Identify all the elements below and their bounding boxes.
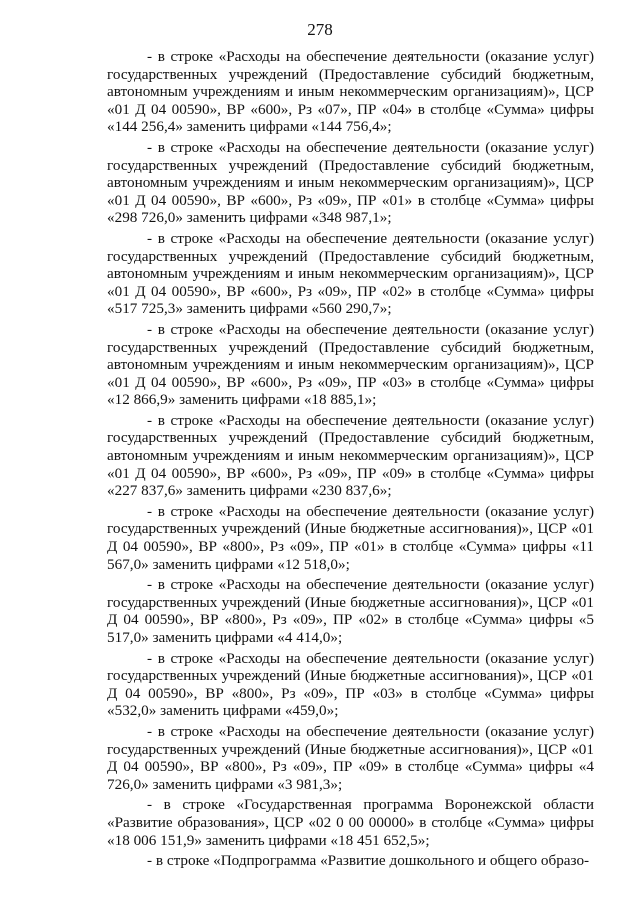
amendment-paragraph-11: - в строке «Подпрограмма «Развитие дошкольного и общего образо- [147, 852, 590, 870]
amendment-paragraph-4: - в строке «Расходы на обеспечение деятельности (оказание услуг) государственных учреждений (Предоставление субсидий бюджетным, автономным учреждениям и иным некоммерческим организациям)», ЦСР «01 Д 04 00590», ВР «600», Рз «09», ПР «03» в столбце «Сумма» цифры «12 866,9» заменить цифрами «18 885,1»; [107, 320, 594, 409]
amendment-paragraph-6: - в строке «Расходы на обеспечение деятельности (оказание услуг) государственных учреждений (Иные бюджетные ассигнования)», ЦСР «01 Д 04 00590», ВР «800», Рз «09», ПР «01» в столбце «Сумма» цифры «11 567,0» заменить цифрами «12 518,0»; [107, 502, 594, 573]
amendment-paragraph-9: - в строке «Расходы на обеспечение деятельности (оказание услуг) государственных учреждений (Иные бюджетные ассигнования)», ЦСР «01 Д 04 00590», ВР «800», Рз «09», ПР «09» в столбце «Сумма» цифры «4 726,0» заменить цифрами «3 981,3»; [107, 722, 594, 793]
amendment-paragraph-1: - в строке «Расходы на обеспечение деятельности (оказание услуг) государственных учреждений (Предоставление субсидий бюджетным, автономным учреждениям и иным некоммерческим организациям)», ЦСР «01 Д 04 00590», ВР «600», Рз «07», ПР «04» в столбце «Сумма» цифры «144 256,4» заменить цифрами «144 756,4»; [107, 48, 594, 136]
page-number: 278 [307, 20, 333, 39]
amendment-paragraph-8: - в строке «Расходы на обеспечение деятельности (оказание услуг) государственных учреждений (Иные бюджетные ассигнования)», ЦСР «01 Д 04 00590», ВР «800», Рз «09», ПР «03» в столбце «Сумма» цифры «532,0» заменить цифрами «459,0»; [107, 649, 594, 720]
amendment-paragraph-3: - в строке «Расходы на обеспечение деятельности (оказание услуг) государственных учреждений (Предоставление субсидий бюджетным, автономным учреждениям и иным некоммерческим организациям)», ЦСР «01 Д 04 00590», ВР «600», Рз «09», ПР «02» в столбце «Сумма» цифры «517 725,3» заменить цифрами «560 290,7»; [107, 229, 594, 318]
amendment-paragraph-10: - в строке «Государственная программа Воронежской области «Развитие образования», ЦСР «02 0 00 00000» в столбце «Сумма» цифры «18 006 151,9» заменить цифрами «18 451 652,5»; [107, 796, 594, 849]
document-body [107, 48, 594, 873]
amendment-paragraph-5: - в строке «Расходы на обеспечение деятельности (оказание услуг) государственных учреждений (Предоставление субсидий бюджетным, автономным учреждениям и иным некоммерческим организациям)», ЦСР «01 Д 04 00590», ВР «600», Рз «09», ПР «09» в столбце «Сумма» цифры «227 837,6» заменить цифрами «230 837,6»; [107, 411, 594, 500]
amendment-paragraph-2: - в строке «Расходы на обеспечение деятельности (оказание услуг) государственных учреждений (Предоставление субсидий бюджетным, автономным учреждениям и иным некоммерческим организациям)», ЦСР «01 Д 04 00590», ВР «600», Рз «09», ПР «01» в столбце «Сумма» цифры «298 726,0» заменить цифрами «348 987,1»; [107, 138, 594, 227]
amendment-paragraph-7: - в строке «Расходы на обеспечение деятельности (оказание услуг) государственных учреждений (Иные бюджетные ассигнования)», ЦСР «01 Д 04 00590», ВР «800», Рз «09», ПР «02» в столбце «Сумма» цифры «5 517,0» заменить цифрами «4 414,0»; [107, 576, 594, 646]
